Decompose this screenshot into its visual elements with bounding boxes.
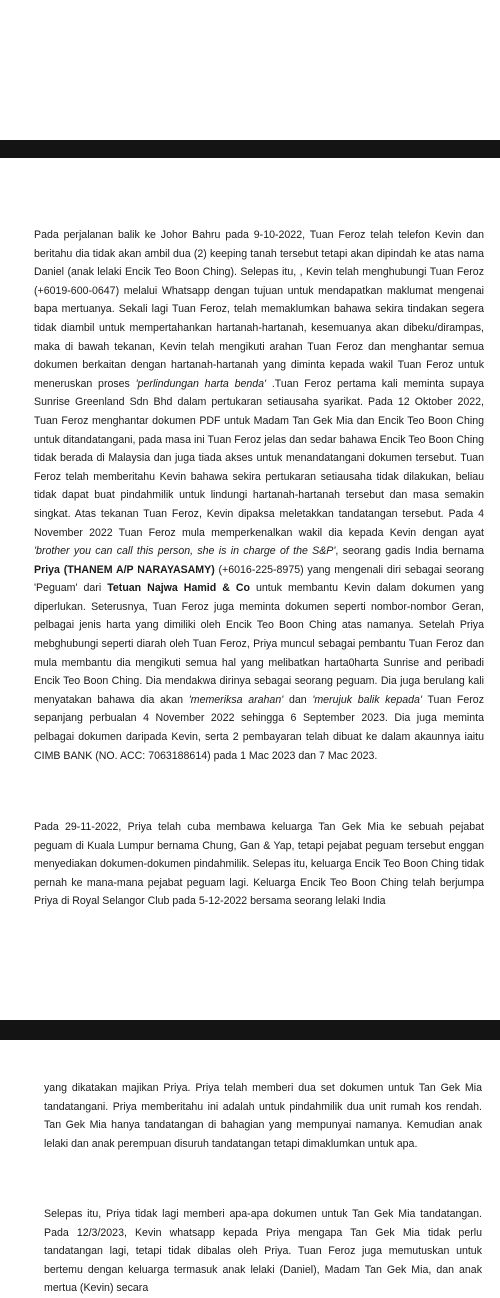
italic-run: 'brother you can call this person, she is in charge of the S&P' [34, 545, 336, 558]
text-run: untuk membantu Kevin dalam dokumen yang diperlukan. Seterusnya, Tuan Feroz juga meminta dokumen seperti nombor-nombor Geran, pelbagai jenis harta yang dimiliki oleh Encik Teo Boon Ching atas namanya. Setelah Priya mebghubungi seperti diarah oleh Tuan Feroz, Priya muncul sebagai pembantu Tuan Feroz dan mula membantu dia mengikuti semua hal yang melibatkan harta0harta Sunrise and peribadi Encik Teo Boon Ching. Dia mendakwa dirinya sebagai seorang peguam. Dia juga berulang kali menyatakan bahawa dia akan [34, 582, 484, 706]
text-run: Pada perjalanan balik ke Johor Bahru pada 9-10-2022, Tuan Feroz telah telefon Kevin dan beritahu dia tidak akan ambil dua (2) keeping tanah tersebut tetapi akan dipindah ke atas nama Daniel (anak lelaki Encik Teo Boon Ching). Selepas itu, , Kevin telah menghubungi Tuan Feroz (+6019-600-0647) melalui Whatsapp dengan tujuan untuk mendapatkan maklumat mengenai bapa mertuanya. Sekali lagi Tuan Feroz, telah memaklumkan bahawa sekira tindakan segera tidak diambil untuk mempertahankan hartanah-hartanah, kesemuanya akan dibeku/dirampas, maka di bawah tekanan, Kevin telah mengikuti arahan Tuan Feroz dan menghantar semua dokumen berkaitan dengan hartanah-hartanah yang diminta kepada wakil Tuan Feroz untuk meneruskan proses [34, 229, 484, 390]
page-separator-bar [0, 1020, 500, 1040]
italic-run: 'perlindungan harta benda' [135, 377, 267, 390]
text-run: Pada 29-11-2022, Priya telah cuba membawa keluarga Tan Gek Mia ke sebuah pejabat peguam di Kuala Lumpur bernama Chung, Gan & Yap, tetapi pejabat peguam tersebut enggan menyediakan dokumen-dokumen pindahmilik. Selepas itu, keluarga Encik Teo Boon Ching tidak pernah ke mana-mana pejabat peguam lagi. Keluarga Encik Teo Boon Ching telah berjumpa Priya di Royal Selangor Club pada 5-12-2022 bersama seorang lelaki India [34, 821, 484, 908]
text-run: Selepas itu, Priya tidak lagi memberi apa-apa dokumen untuk Tan Gek Mia tandatangan. Pada 12/3/2023, Kevin whatsapp kepada Priya mengapa Tan Gek Mia tidak perlu tandatangan lagi, tetapi tidak dibalas oleh Priya. Tuan Feroz juga memutuskan untuk bertemu dengan keluarga termasuk anak lelaki (Daniel), Madam Tan Gek Mia, dan anak mertua (Kevin) secara [44, 1208, 482, 1295]
italic-run: 'merujuk balik kepada' [312, 693, 422, 706]
bold-run: Tetuan Najwa Hamid & Co [107, 582, 250, 595]
italic-run: 'memeriksa arahan' [188, 693, 284, 706]
text-run: (+6016-225-8975) yang mengenali diri sebagai seorang 'Peguam' dari [34, 563, 484, 595]
page-top-margin [0, 0, 500, 140]
text-run: Tuan Feroz sepanjang perbualan 4 November 2022 sehingga 6 September 2023. Dia juga meminta pelbagai dokumen daripada Kevin, serta 2 pembayaran telah dibuat ke dalam akaunnya iaitu CIMB BANK (NO. ACC: 7063188614) pada 1 Mac 2023 dan 7 Mac 2023. [34, 693, 484, 762]
paragraph-3 [44, 1079, 482, 1169]
bold-run: Priya (THANEM A/P NARAYASAMY) [34, 563, 215, 576]
paragraph-1 [34, 226, 484, 776]
page-separator-bar [0, 140, 500, 158]
text-run: dan [283, 693, 313, 706]
text-run: yang dikatakan majikan Priya. Priya telah memberi dua set dokumen untuk Tan Gek Mia tandatangani. Priya memberitahu ini adalah untuk pindahmilik dua unit rumah kos rendah. Tan Gek Mia hanya tandatangan di bahagian yang mempunyai namanya. Kemudian anak lelaki dan anak perempuan disuruh tandatangan tetapi dimaklumkan untuk apa. [44, 1082, 482, 1150]
paragraph-4 [44, 1205, 482, 1295]
paragraph-2 [34, 818, 484, 938]
text-run: , seorang gadis India bernama [335, 545, 485, 558]
text-run: .Tuan Feroz pertama kali meminta supaya Sunrise Greenland Sdn Bhd dalam pertukaran setiausaha syarikat. Pada 12 Oktober 2022, Tuan Feroz menghantar dokumen PDF untuk Madam Tan Gek Mia dan Encik Teo Boon Ching untuk ditandatangani, pada masa ini Tuan Feroz jelas dan sedar bahawa Encik Teo Boon Ching tidak berada di Malaysia dan juga tiada akses untuk menandatangani dokumen tersebut. Tuan Feroz telah memberitahu Kevin bahawa sekira pertukaran setiausaha tidak dilakukan, beliau tidak dapat buat pindahmilik untuk lindungi hartanah-hartanah tersebut dan masa semakin singkat. Atas tekanan Tuan Feroz, Kevin dipaksa meletakkan tandatangan tersebut. Pada 4 November 2022 Tuan Feroz mula memperkenalkan wakil dia kepada Kevin dengan ayat [34, 377, 484, 539]
